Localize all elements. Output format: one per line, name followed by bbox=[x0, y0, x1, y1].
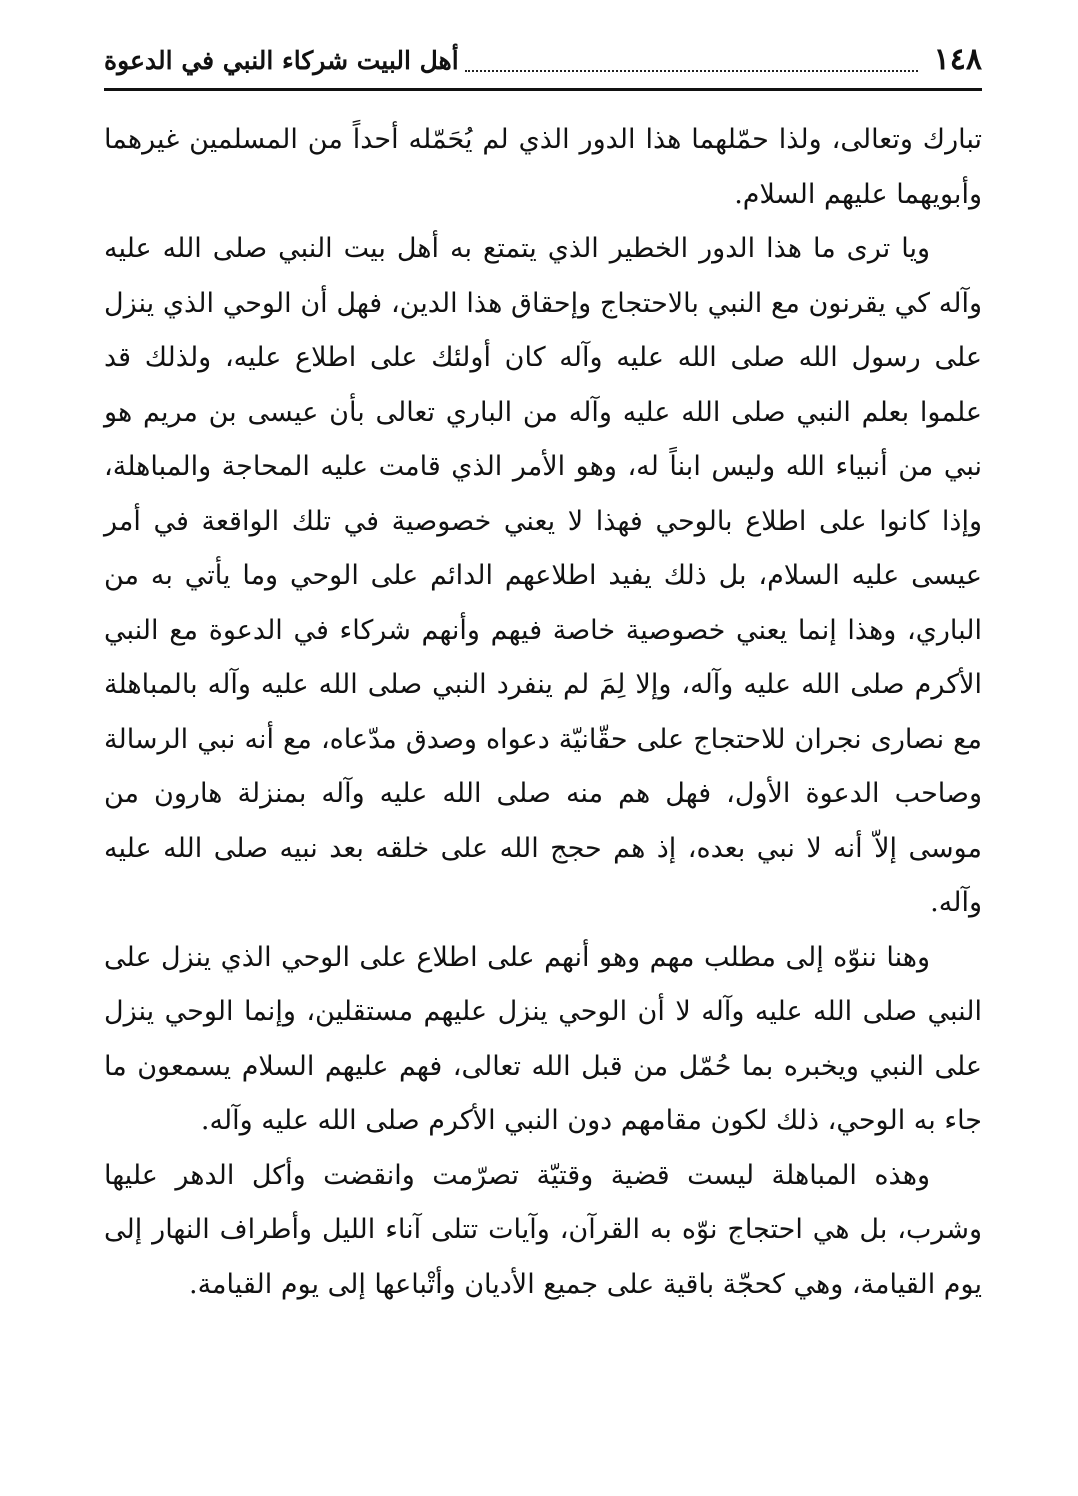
page-number: ١٤٨ bbox=[933, 42, 982, 77]
paragraph-4: وهذه المباهلة ليست قضية وقتيّة تصرّمت وانقضت وأكل الدهر عليها وشرب، بل هي احتجاج نوّه به القرآن، وآيات تتلى آناء الليل وأطراف النهار إلى يوم القيامة، وهي كحجّة باقية على جميع الأديان وأتْباعها إلى يوم القيامة. bbox=[104, 1159, 982, 1300]
paragraph-1: تبارك وتعالى، ولذا حمّلهما هذا الدور الذي لم يُحَمّله أحداً من المسلمين غيرهما وأبويهما عليهم السلام. bbox=[104, 124, 982, 210]
header-rule bbox=[104, 88, 982, 91]
header-dot-leader bbox=[465, 48, 918, 72]
body-text bbox=[104, 113, 982, 1312]
paragraph-3: وهنا ننوّه إلى مطلب مهم وهو أنهم على اطلاع على الوحي الذي ينزل على النبي صلى الله عليه وآله لا أن الوحي ينزل عليهم مستقلين، وإنما الوحي ينزل على النبي ويخبره بما حُمّل من قبل الله تعالى، فهم عليهم السلام يسمعون ما جاء به الوحي، ذلك لكون مقامهم دون النبي الأكرم صلى الله عليه وآله. bbox=[104, 941, 982, 1136]
page-header bbox=[104, 38, 982, 82]
book-page bbox=[104, 38, 982, 1312]
paragraph-2: ويا ترى ما هذا الدور الخطير الذي يتمتع به أهل بيت النبي صلى الله عليه وآله كي يقرنون مع النبي بالاحتجاج وإحقاق هذا الدين، فهل أن الوحي الذي ينزل على رسول الله صلى الله عليه وآله كان أولئك على اطلاع عليه، ولذلك قد علموا بعلم النبي صلى الله عليه وآله من الباري تعالى بأن عيسى بن مريم هو نبي من أنبياء الله وليس ابناً له، وهو الأمر الذي قامت عليه المحاجة والمباهلة، وإذا كانوا على اطلاع بالوحي فهذا لا يعني خصوصية في تلك الواقعة في أمر عيسى عليه السلام، بل ذلك يفيد اطلاعهم الدائم على الوحي وما يأتي به من الباري، وهذا إنما يعني خصوصية خاصة فيهم وأنهم شركاء في الدعوة مع النبي الأكرم صلى الله عليه وآله، وإلا لِمَ لم ينفرد النبي صلى الله عليه وآله بالمباهلة مع نصارى نجران للاحتجاج على حقّانيّة دعواه وصدق مدّعاه، مع أنه نبي الرسالة وصاحب الدعوة الأول، فهل هم منه صلى الله عليه وآله بمنزلة هارون من موسى إلاّ أنه لا نبي بعده، إذ هم حجج الله على خلقه بعد نبيه صلى الله عليه وآله. bbox=[104, 233, 982, 918]
running-title: أهل البيت شركاء النبي في الدعوة bbox=[104, 46, 459, 75]
